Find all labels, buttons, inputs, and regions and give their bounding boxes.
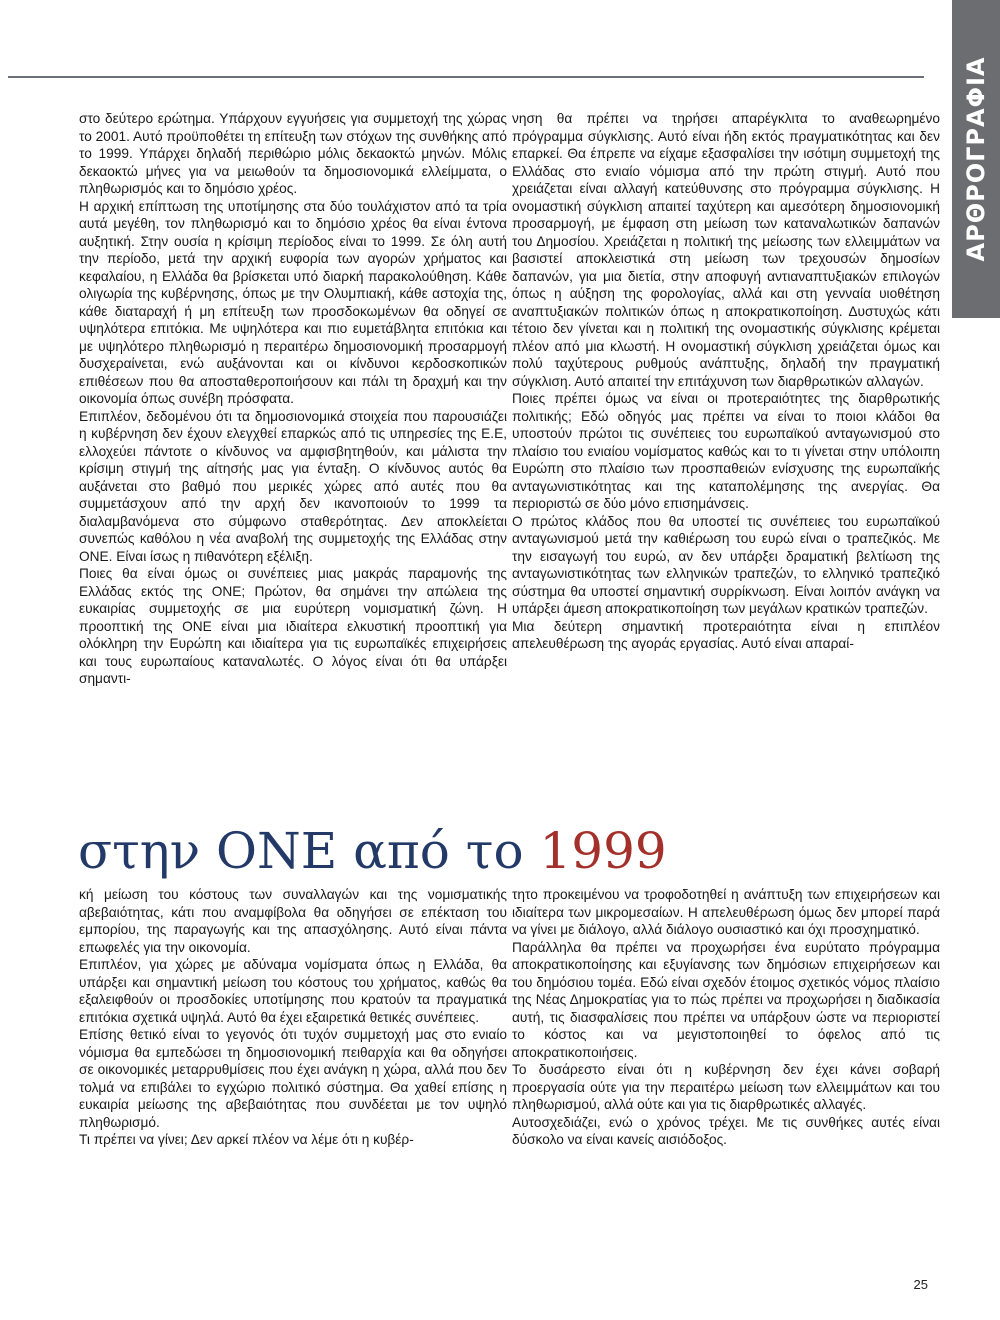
paragraph: Αυτοσχεδιάζει, ενώ ο χρόνος τρέχει. Με τις συνθήκες αυτές είναι δύσκολο να είναι κανείς αισιόδοξος. bbox=[512, 1114, 940, 1147]
paragraph: Επιπλέον, για χώρες με αδύναμα νομίσματα όπως η Ελλάδα, θα υπάρξει και σημαντική μείωση του κόστους του χρήματος, καθώς θα εξαλειφθούν οι προσδοκίες υποτίμησης που κρατούν τα πραγματικά επιτόκια σχετικά υψηλά. Αυτό θα έχει εξαιρετικά θετικές συνέπειες. bbox=[79, 957, 507, 1025]
pull-quote bbox=[78, 818, 938, 884]
paragraph: στο δεύτερο ερώτημα. Υπάρχουν εγγυήσεις για συμμετοχή της χώρας το 2001. Αυτό προϋποθέτει τη επίτευξη των στόχων της συνθήκης από το 1999. Υπάρχει δηλαδή περιθώριο μόλις δεκαοκτώ μηνών. Μόλις δεκαοκτώ μήνες για να μειωθούν τα δημοσιονομικά ελλείμματα, ο πληθωρισμός και το δημόσιο χρέος. bbox=[79, 111, 507, 196]
paragraph: Παράλληλα θα πρέπει να προχωρήσει ένα ευρύτατο πρόγραμμα αποκρατικοποίησης και εξυγίανσης των δημόσιων επιχειρήσεων και του δημόσιου τομέα. Εδώ είναι σχεδόν έτοιμος σχετικός νόμος πλαίσιο της Νέας Δημοκρατίας για το πώς πρέπει να προχωρήσει η διαδικασία αυτή, τις διασφαλίσεις που πρέπει να υπάρξουν ώστε να περιοριστεί το κόστος και να μεγιστοποιηθεί το όφελος από τις αποκρατικοποιήσεις. bbox=[512, 939, 940, 1060]
paragraph: νηση θα πρέπει να τηρήσει απαρέγκλιτα το αναθεωρημένο πρόγραμμα σύγκλισης. Αυτό είναι ήδη εκτός πραγματικότητας και δεν επαρκεί. Θα έπρεπε να είχαμε εξασφαλίσει την ισότιμη συμμετοχή της Ελλάδας στο ενιαίο νόμισμα από την πρώτη στιγμή. Αυτό που χρειάζεται είναι αλλαγή κατεύθυνσης στο πρόγραμμα σύγκλισης. Η ονομαστική σύγκλιση απαιτεί ταχύτερη και αμεσότερη δημοσιονομική προσαρμογή, με έμφαση στη μείωση των καταναλωτικών δαπανών του Δημοσίου. Χρειάζεται η πολιτική της μείωσης των ελλειμμάτων να βασιστεί αποκλειστικά στη μείωση των τρεχουσών δημοσίων δαπανών, για μια διετία, στην αποφυγή αντιαναπτυξιακών επιλογών όπως η αύξηση της φορολογίας, αλλά και στη γενναία υιοθέτηση αναπτυξιακών πολιτικών όπως η αποκρατικοποίηση. Δυστυχώς κάτι τέτοιο δεν γίνεται και η πολιτική της ονομαστικής σύγκλισης κρέμεται πλέον από μια κλωστή. Η ονομαστική σύγκλιση χρειάζεται όμως και πολύ ταχύτερους ρυθμούς ανάπτυξης, δηλαδή την πραγματική σύγκλιση. Αυτό απαιτεί την επιτάχυνση των διαρθρωτικών αλλαγών. bbox=[512, 111, 940, 389]
paragraph: Τι πρέπει να γίνει; Δεν αρκεί πλέον να λέμε ότι η κυβέρ- bbox=[79, 1132, 414, 1147]
paragraph: κή μείωση του κόστους των συναλλαγών και της νομισματικής αβεβαιότητας, κάτι που αναμφίβολα θα οδηγήσει σε επέκταση του εμπορίου, της παραγωγής και της απασχόλησης. Αυτό είναι πάντα επωφελές για την οικονομία. bbox=[79, 887, 507, 955]
page-number: 25 bbox=[913, 1277, 928, 1292]
paragraph: Επίσης θετικό είναι το γεγονός ότι τυχόν συμμετοχή μας στο ενιαίο νόμισμα θα εμπεδώσει τη δημοσιονομική πειθαρχία και θα οδηγήσει σε οικονομικές μεταρρυθμίσεις που έχει ανάγκη η χώρα, αλλά που δεν τολμά να επιβάλει το εγχώριο πολιτικό σύστημα. Θα χαθεί επίσης η ευκαιρία μείωσης της αβεβαιότητας που συνδέεται με τον υψηλό πληθωρισμό. bbox=[79, 1027, 507, 1130]
column-top-right bbox=[512, 110, 940, 653]
paragraph: Επιπλέον, δεδομένου ότι τα δημοσιονομικά στοιχεία που παρουσιάζει η κυβέρνηση δεν έχουν ελεγχθεί επαρκώς από τις υπηρεσίες της Ε.Ε, ελλοχεύει πάντοτε ο κίνδυνος να αμφισβητηθούν, και μάλιστα την κρίσιμη στιγμή της αίτησής μας για ένταξη. Ο κίνδυνος αυτός θα αυξάνεται στο βαθμό που μερικές χώρες από αυτές που θα συμμετάσχουν από την αρχή δεν ικανοποιούν το 1999 τα διαλαμβανόμενα στο σύμφωνο σταθερότητας. Δεν αποκλείεται συνεπώς καθόλου η νέα αναβολή της συμμετοχής της Ελλάδας στην ΟΝΕ. Είναι ίσως η πιθανότερη εξέλιξη. bbox=[79, 408, 507, 564]
paragraph: Η αρχική επίπτωση της υποτίμησης στα δύο τουλάχιστον από τα τρία αυτά μεγέθη, τον πληθωρισμό και το δημόσιο χρέος θα είναι έντονα αυξητική. Στην ουσία η κρίσιμη περίοδος είναι το 1999. Σε όλη αυτή την περίοδο, μετά την αρχική ευφορία των αγορών χρήματος και κεφαλαίου, η Ελλάδα θα βρίσκεται υπό διαρκή παρακολούθηση. Κάθε ολιγωρία της κυβέρνησης, όπως με την Ολυμπιακή, κάθε αστοχία της, κάθε διαταραχή ή μη επίτευξη των προσδοκωμένων θα οδηγεί σε υψηλότερα επιτόκια. Με υψηλότερα και πιο ευμετάβλητα επιτόκια και με υψηλότερο πληθωρισμό η περαιτέρω δημοσιονομική προσαρμογή δυσχεραίνεται, ενώ αυξάνονται και οι κίνδυνοι κερδοσκοπικών επιθέσεων που θα αποσταθεροποιήσουν και πάλι τη δραχμή και την οικονομία όπως συνέβη πρόσφατα. bbox=[79, 198, 507, 406]
paragraph: τητο προκειμένου να τροφοδοτηθεί η ανάπτυξη των επιχειρήσεων και ιδιαίτερα των μικρομεσαίων. Η απελευθέρωση όμως δεν μπορεί παρά να γίνει με διάλογο, αλλά διάλογο ουσιαστικό και όχι προσχηματικό. bbox=[512, 887, 940, 937]
paragraph: Ο πρώτος κλάδος που θα υποστεί τις συνέπειες του ευρωπαϊκού ανταγωνισμού μετά την καθιέρωση του ευρώ είναι ο τραπεζικός. Με την εισαγωγή του ευρώ, αν δεν υπάρξει δραματική βελτίωση της ανταγωνιστικότητας των ελληνικών τραπεζών, το ελληνικό τραπεζικό σύστημα θα υποστεί σημαντική συρρίκνωση. Είναι λοιπόν ανάγκη να υπάρξει άμεση αποκρατικοποίηση των μεγάλων κρατικών τραπεζών. bbox=[512, 513, 940, 616]
section-label: ΑΡΘΡΟΓΡΑΦΙΑ bbox=[962, 56, 990, 262]
header-rule bbox=[8, 76, 924, 78]
column-bottom-left bbox=[79, 886, 507, 1149]
column-bottom-right bbox=[512, 886, 940, 1149]
section-tab bbox=[952, 0, 1000, 318]
pull-quote-text: στην ΟΝΕ από το bbox=[78, 822, 524, 880]
pull-quote-year: 1999 bbox=[539, 822, 667, 880]
paragraph: Ποιες πρέπει όμως να είναι οι προτεραιότητες της διαρθρωτικής πολιτικής; Εδώ οδηγός μας πρέπει να είναι το ποιοι κλάδοι θα υποστούν πρώτοι τις συνέπειες του ευρωπαϊκού ανταγωνισμού στο πλαίσιο του ενιαίου νομίσματος καθώς και το τι γίνεται στην υπόλοιπη Ευρώπη στο πλαίσιο των προσπαθειών ενίσχυσης της ευρωπαϊκής ανταγωνιστικότητας και της καταπολέμησης της ανεργίας. Θα περιοριστώ σε δύο μόνο επισημάνσεις. bbox=[512, 391, 940, 511]
paragraph: Ποιες θα είναι όμως οι συνέπειες μιας μακράς παραμονής της Ελλάδας εκτός της ΟΝΕ; Πρώτον, θα σημάνει την απώλεια της ευκαιρίας συμμετοχής σε μια ευρύτερη νομισματική ζώνη. Η προοπτική της ΟΝΕ είναι μια ιδιαίτερα ελκυστική προοπτική για ολόκληρη την Ευρώπη και ιδιαίτερα για τις ευρωπαϊκές επιχειρήσεις και τους ευρωπαίους καταναλωτές. Ο λόγος είναι ότι θα υπάρξει σημαντι- bbox=[79, 566, 507, 686]
paragraph: Μια δεύτερη σημαντική προτεραιότητα είναι η επιπλέον απελευθέρωση της αγοράς εργασίας. Αυτό είναι απαραί- bbox=[512, 618, 940, 651]
column-top-left bbox=[79, 110, 507, 688]
paragraph: Το δυσάρεστο είναι ότι η κυβέρνηση δεν έχει κάνει σοβαρή προεργασία ούτε για την περαιτέρω μείωση των ελλειμμάτων και του πληθωρισμού, αλλά ούτε και για τις διαρθρωτικές αλλαγές. bbox=[512, 1062, 940, 1112]
